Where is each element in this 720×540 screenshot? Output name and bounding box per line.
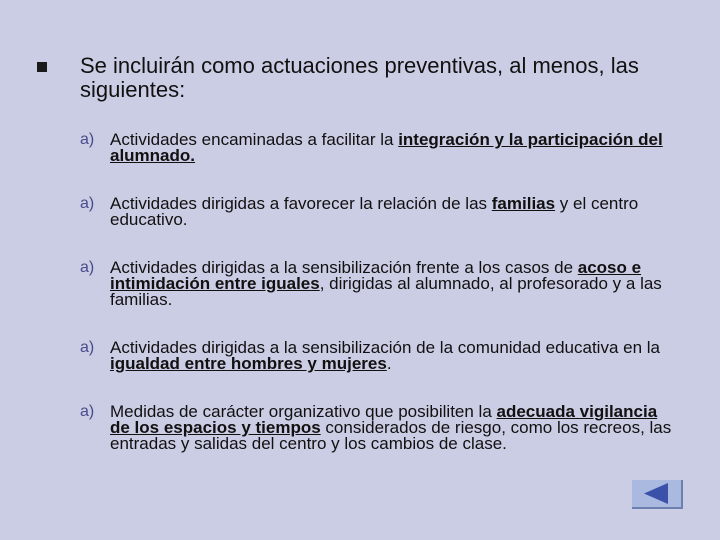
list-item xyxy=(80,196,680,228)
item-text-before: Actividades encaminadas a facilitar la xyxy=(110,130,399,149)
item-text-after: considerados de riesgo, como los recreos, las entradas y salidas del centro y los cambios de clase. xyxy=(110,418,672,453)
list-item xyxy=(80,132,680,164)
back-button[interactable] xyxy=(632,480,683,509)
item-text-before: Actividades dirigidas a la sensibilización de la comunidad educativa en la xyxy=(110,338,660,357)
list-item xyxy=(80,260,680,308)
item-marker: a) xyxy=(80,403,95,420)
item-text-before: Medidas de carácter organizativo que posibiliten la xyxy=(110,402,497,421)
triangle-left-icon xyxy=(632,480,681,507)
list-item xyxy=(80,340,680,372)
item-text-after: , dirigidas al alumnado, al profesorado y a las familias. xyxy=(110,274,662,309)
item-text-after: . xyxy=(386,354,392,373)
item-marker: a) xyxy=(80,259,95,276)
item-text-emphasis: acoso e intimidación entre iguales xyxy=(110,258,642,293)
main-bullet-icon xyxy=(37,62,47,72)
item-marker: a) xyxy=(80,131,95,148)
item-text-emphasis: familias xyxy=(491,194,556,213)
main-heading: Se incluirán como actuaciones preventivas, al menos, las siguientes: xyxy=(80,53,639,102)
list-item xyxy=(80,404,680,452)
item-text-before: Actividades dirigidas a la sensibilización frente a los casos de xyxy=(110,258,578,277)
item-text-before: Actividades dirigidas a favorecer la relación de las xyxy=(110,194,492,213)
item-marker: a) xyxy=(80,195,95,212)
item-text-emphasis: adecuada vigilancia de los espacios y tiempos xyxy=(110,402,658,437)
item-marker: a) xyxy=(80,339,95,356)
item-text-emphasis: igualdad entre hombres y mujeres xyxy=(110,354,387,373)
item-text-emphasis: integración y la participación del alumnado. xyxy=(110,130,663,165)
preventive-actions-list xyxy=(80,132,680,484)
item-text-after: y el centro educativo. xyxy=(110,194,639,229)
